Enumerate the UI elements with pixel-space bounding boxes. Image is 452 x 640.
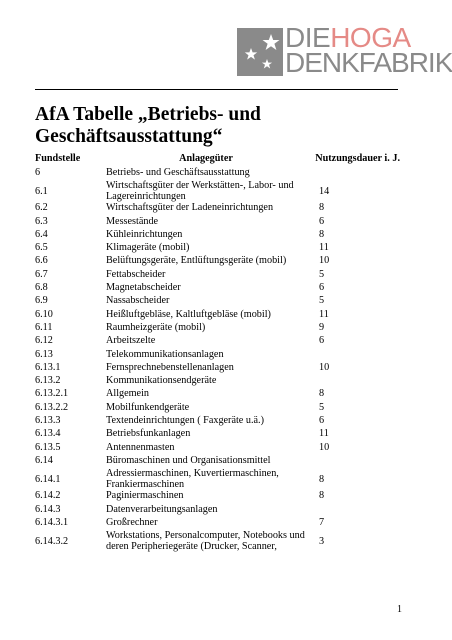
cell-fundstelle: 6.4 [35,228,48,240]
cell-fundstelle: 6.14 [35,454,53,466]
cell-anlagegut: Büromaschinen und Organisationsmittel [106,454,271,466]
table-row [35,490,400,503]
cell-nutzungsdauer: 11 [319,308,329,320]
header-nutzungsdauer: Nutzungsdauer i. J. [315,153,400,164]
cell-fundstelle: 6.13.2.1 [35,388,69,400]
cell-fundstelle: 6.13.1 [35,361,61,373]
header-anlagegueter: Anlagegüter [179,153,233,164]
table-row [35,388,400,401]
cell-nutzungsdauer: 10 [319,361,330,373]
cell-nutzungsdauer: 6 [319,415,325,427]
table-row [35,455,400,468]
cell-nutzungsdauer: 8 [319,473,325,485]
table-row [35,530,400,552]
cell-nutzungsdauer [308,504,400,517]
cell-fundstelle: 6.1 [35,185,48,197]
cell-anlagegut: Allgemein [106,388,150,400]
cell-anlagegut: Paginiermaschinen [106,490,184,502]
cell-fundstelle: 6.9 [35,295,48,307]
logo-hoga: HOGA [330,22,411,53]
cell-fundstelle: 6.3 [35,215,48,227]
cell-fundstelle: 6.2 [35,202,48,214]
cell-nutzungsdauer [308,349,400,362]
cell-nutzungsdauer: 11 [319,242,329,254]
cell-fundstelle: 6.5 [35,242,48,254]
table-row [35,167,400,180]
logo-stars-icon [237,28,283,76]
cell-anlagegut: Fernsprechnebenstellenanlagen [106,361,234,373]
table-row [35,216,400,229]
cell-fundstelle: 6.6 [35,255,48,267]
cell-anlagegut: Arbeitszelte [106,335,156,347]
cell-nutzungsdauer: 5 [319,268,325,280]
logo-text-bottom: DENKFABRIK [285,47,452,78]
cell-nutzungsdauer: 14 [319,185,330,197]
cell-anlagegut: Telekommunikationsanlagen [106,348,224,360]
cell-anlagegut: Wirtschaftsgüter der Werkstätten-, Labor- und Lagereinrichtungen [106,180,294,203]
cell-anlagegut: Klimageräte (mobil) [106,242,190,254]
page-number: 1 [397,604,402,615]
table-row [35,202,400,215]
cell-nutzungsdauer: 6 [319,215,325,227]
table-row [35,180,400,202]
table-row [35,242,400,255]
table-row [35,295,400,308]
document-title: AfA Tabelle „Betriebs- und Geschäftsausstattung“ [35,104,261,147]
logo [237,22,452,78]
cell-fundstelle: 6.14.1 [35,473,61,485]
cell-nutzungsdauer: 6 [319,282,325,294]
table-row [35,309,400,322]
cell-nutzungsdauer: 6 [319,335,325,347]
cell-nutzungsdauer: 10 [319,441,330,453]
table-row [35,517,400,530]
cell-fundstelle: 6.14.2 [35,490,61,502]
table-header-row [35,153,400,167]
cell-nutzungsdauer: 5 [319,401,325,413]
cell-nutzungsdauer: 8 [319,228,325,240]
cell-anlagegut: Workstations, Personalcomputer, Notebooks und deren Peripheriegeräte (Drucker, Scanner, [106,530,305,553]
cell-fundstelle: 6.13.3 [35,415,61,427]
cell-nutzungsdauer: 8 [319,388,325,400]
cell-anlagegut: Belüftungsgeräte, Entlüftungsgeräte (mobil) [106,255,287,267]
afa-table [35,153,400,552]
cell-anlagegut: Wirtschaftsgüter der Ladeneinrichtungen [106,202,274,214]
cell-anlagegut: Textendeinrichtungen ( Faxgeräte u.ä.) [106,415,264,427]
cell-nutzungsdauer [308,455,400,468]
cell-anlagegut: Adressiermaschinen, Kuvertiermaschinen, Frankiermaschinen [106,468,279,491]
table-row [35,349,400,362]
cell-fundstelle: 6.14.3.1 [35,516,69,528]
table-row [35,428,400,441]
cell-anlagegut: Messestände [106,215,159,227]
cell-nutzungsdauer [308,375,400,388]
cell-nutzungsdauer: 9 [319,321,325,333]
cell-anlagegut: Raumheizgeräte (mobil) [106,321,206,333]
table-row [35,468,400,490]
cell-nutzungsdauer: 11 [319,428,329,440]
logo-die: DIE [285,22,331,53]
table-row [35,322,400,335]
table-row [35,504,400,517]
cell-fundstelle: 6.10 [35,308,53,320]
cell-fundstelle: 6.13.2 [35,375,61,387]
cell-anlagegut: Magnetabscheider [106,282,181,294]
cell-anlagegut: Großrechner [106,516,158,528]
cell-nutzungsdauer [308,167,400,180]
table-row [35,255,400,268]
table-row [35,282,400,295]
cell-fundstelle: 6.12 [35,335,53,347]
cell-nutzungsdauer: 8 [319,490,325,502]
cell-fundstelle: 6.13.5 [35,441,61,453]
cell-nutzungsdauer: 10 [319,255,330,267]
cell-anlagegut: Nassabscheider [106,295,170,307]
cell-nutzungsdauer: 5 [319,295,325,307]
cell-fundstelle: 6.14.3 [35,503,61,515]
cell-fundstelle: 6.8 [35,282,48,294]
table-body [35,167,400,552]
cell-nutzungsdauer: 3 [319,535,325,547]
cell-fundstelle: 6.13.2.2 [35,401,69,413]
table-row [35,229,400,242]
header-divider [35,89,398,90]
table-row [35,442,400,455]
header-fundstelle: Fundstelle [35,153,81,164]
cell-fundstelle: 6 [35,167,41,178]
cell-fundstelle: 6.11 [35,321,53,333]
table-row [35,375,400,388]
cell-anlagegut: Antennenmasten [106,441,175,453]
cell-anlagegut: Kühleinrichtungen [106,228,183,240]
table-row [35,269,400,282]
cell-fundstelle: 6.14.3.2 [35,535,69,547]
cell-anlagegut: Betriebs- und Geschäftsausstattung [106,167,250,178]
cell-nutzungsdauer: 8 [319,202,325,214]
table-row [35,415,400,428]
cell-anlagegut: Fettabscheider [106,268,166,280]
cell-fundstelle: 6.13 [35,348,53,360]
table-row [35,402,400,415]
cell-fundstelle: 6.13.4 [35,428,61,440]
cell-anlagegut: Heißluftgebläse, Kaltluftgebläse (mobil) [106,308,271,320]
cell-anlagegut: Kommunikationsendgeräte [106,375,217,387]
table-row [35,362,400,375]
table-row [35,335,400,348]
cell-anlagegut: Betriebsfunkanlagen [106,428,191,440]
cell-anlagegut: Mobilfunkendgeräte [106,401,190,413]
cell-anlagegut: Datenverarbeitungsanlagen [106,503,218,515]
cell-nutzungsdauer: 7 [319,516,325,528]
cell-fundstelle: 6.7 [35,268,48,280]
